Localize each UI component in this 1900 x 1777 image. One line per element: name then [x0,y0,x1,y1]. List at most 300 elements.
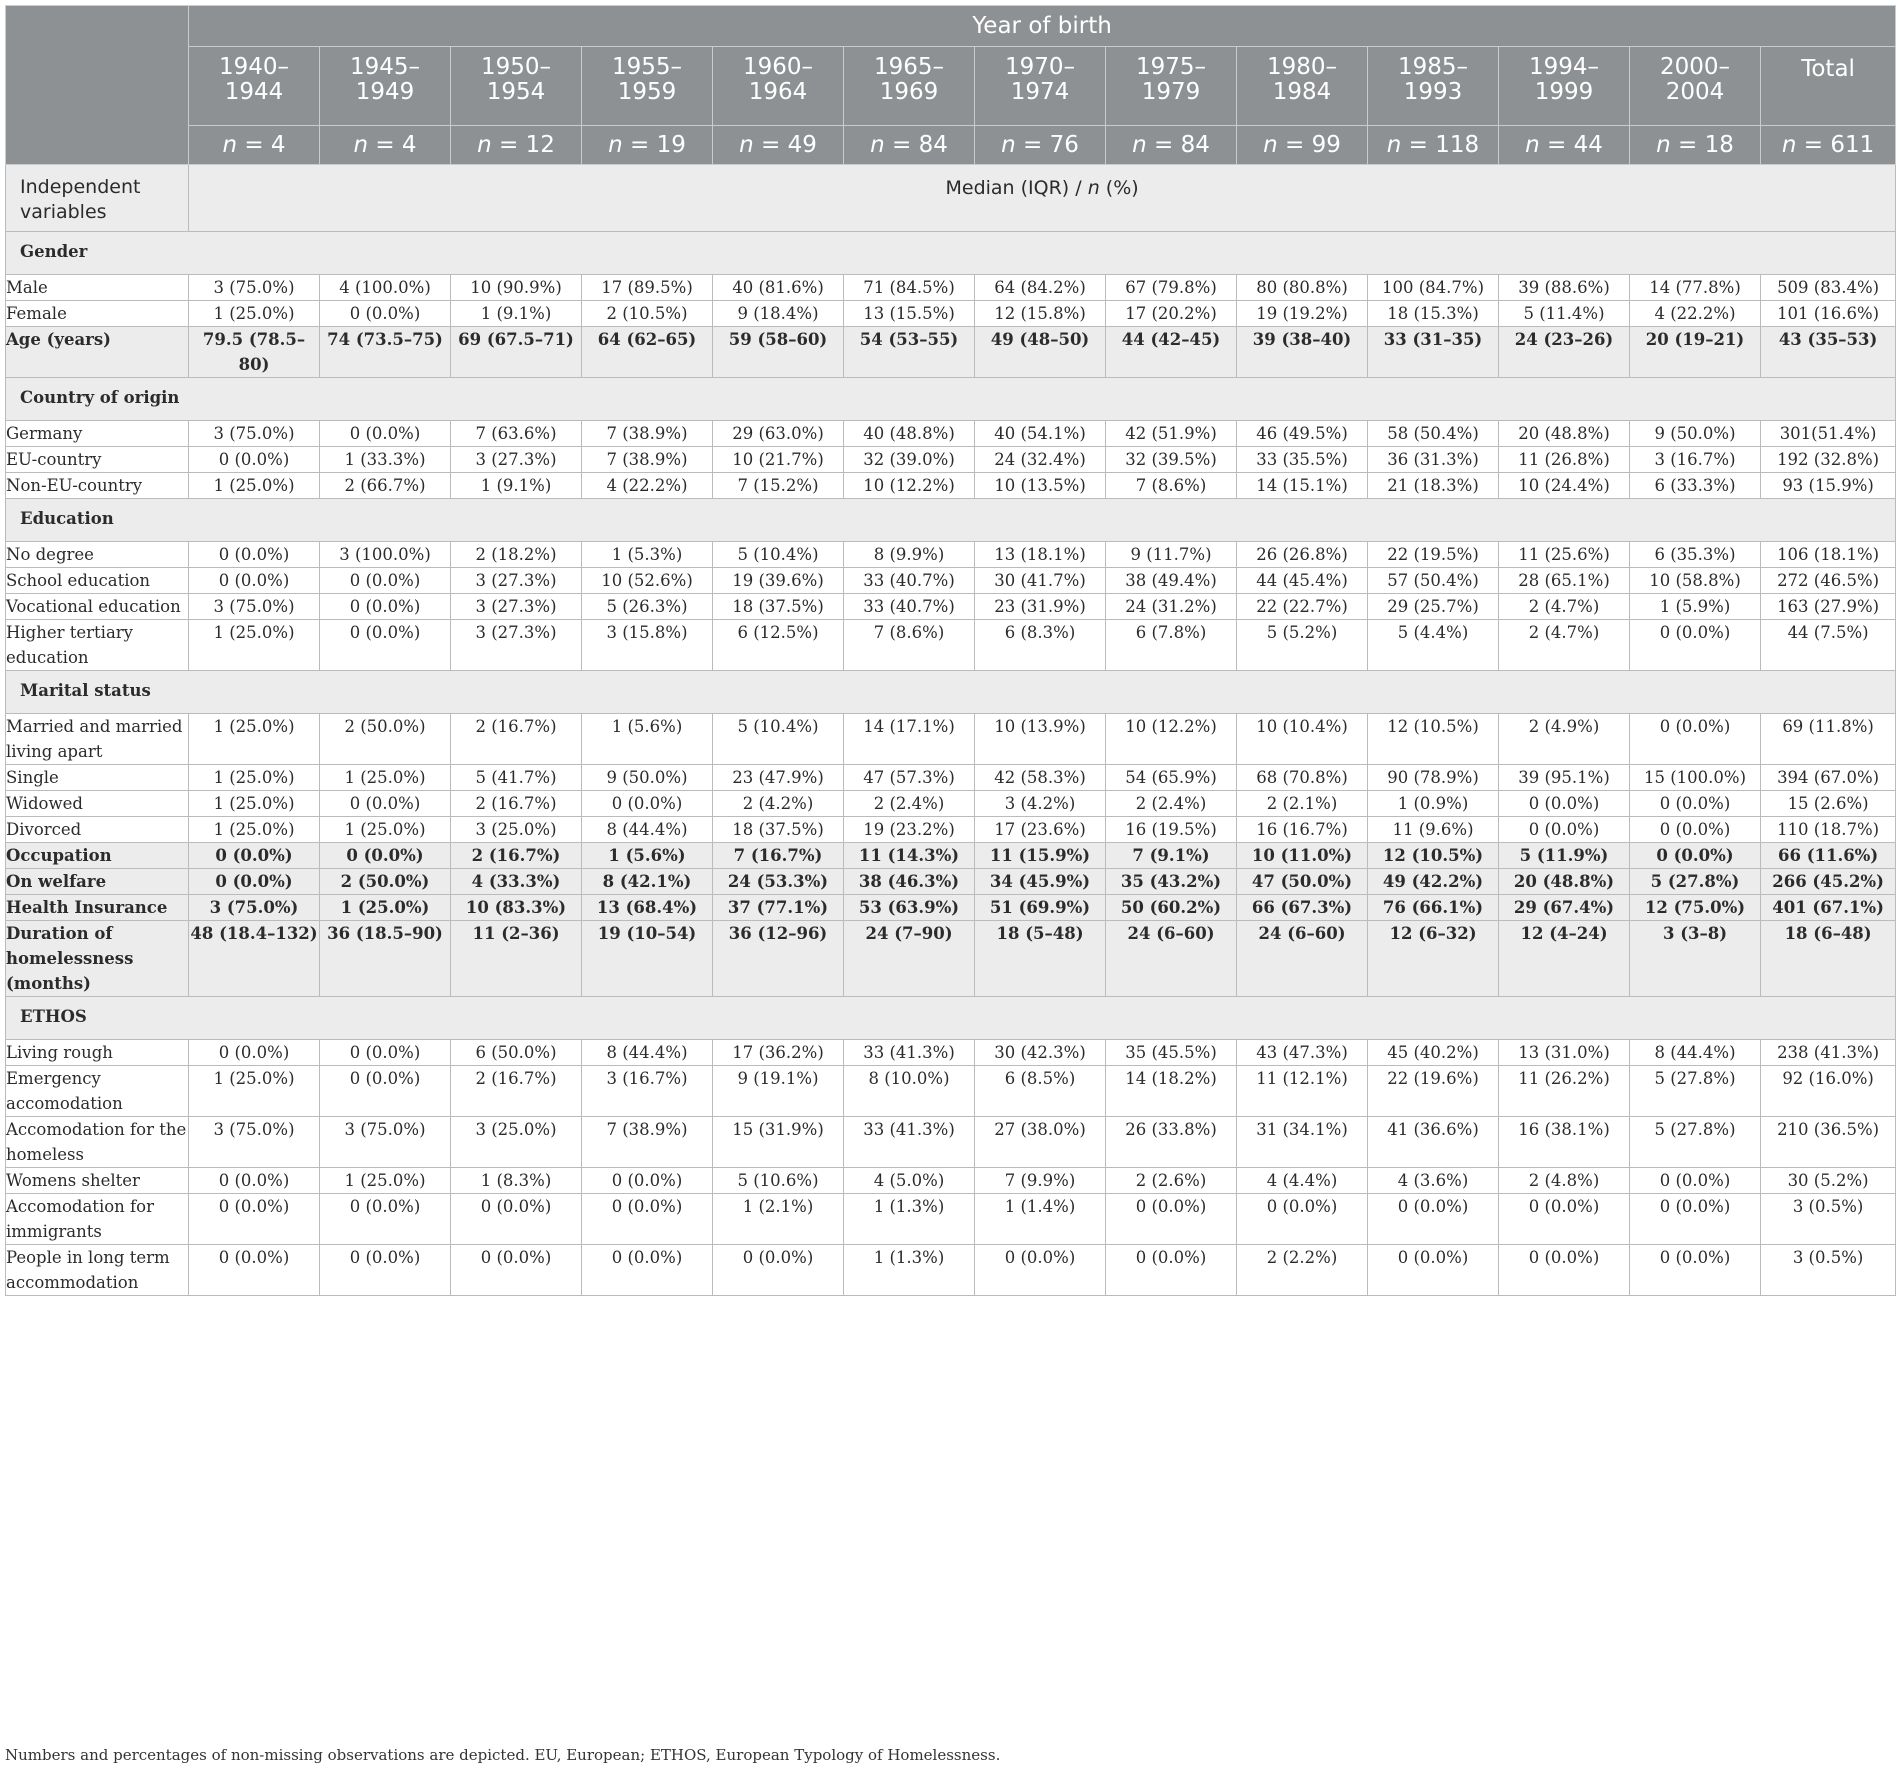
n-symbol: n [353,132,369,158]
table-cell: 4 (5.0%) [844,1168,975,1194]
table-cell: 6 (12.5%) [713,620,844,671]
row-label: Womens shelter [6,1168,189,1194]
year-range-header [1761,47,1896,126]
table-cell: 210 (36.5%) [1761,1117,1896,1168]
table-cell: 2 (10.5%) [582,301,713,327]
table-cell: 15 (31.9%) [713,1117,844,1168]
table-cell: 1 (9.1%) [451,473,582,499]
table-row [6,594,1896,620]
table-cell: 3 (27.3%) [451,568,582,594]
table-cell: 5 (27.8%) [1630,1066,1761,1117]
table-header [6,6,1896,165]
table-row [6,1168,1896,1194]
table-cell: 7 (38.9%) [582,1117,713,1168]
table-cell: 26 (33.8%) [1106,1117,1237,1168]
table-cell: 10 (11.0%) [1237,843,1368,869]
table-cell: 71 (84.5%) [844,275,975,301]
year-range-start: 1970– [1004,54,1076,80]
table-cell: 0 (0.0%) [1499,1194,1630,1245]
table-cell: 24 (6–60) [1237,921,1368,997]
table-cell: 66 (67.3%) [1237,895,1368,921]
table-cell: 1 (25.0%) [320,895,451,921]
table-cell: 2 (4.7%) [1499,594,1630,620]
table-cell: 12 (10.5%) [1368,714,1499,765]
table-cell: 2 (18.2%) [451,542,582,568]
row-label: Health Insurance [6,895,189,921]
table-cell: 6 (35.3%) [1630,542,1761,568]
table-cell: 11 (12.1%) [1237,1066,1368,1117]
year-range-start: Total [1801,56,1855,82]
table-cell: 0 (0.0%) [189,843,320,869]
year-of-birth-header: Year of birth [189,6,1896,47]
year-range-header [320,47,451,126]
table-cell: 24 (6–60) [1106,921,1237,997]
table-cell: 1 (25.0%) [189,301,320,327]
table-footnote: Numbers and percentages of non-missing observations are depicted. EU, European; ETHOS, European Typology of Homelessness. [5,1746,1001,1764]
table-cell: 11 (2–36) [451,921,582,997]
table-cell: 3 (27.3%) [451,620,582,671]
table-cell: 2 (2.1%) [1237,791,1368,817]
table-cell: 20 (19–21) [1630,327,1761,378]
sample-size-header [582,126,713,165]
table-cell: 20 (48.8%) [1499,421,1630,447]
table-cell: 22 (22.7%) [1237,594,1368,620]
table-row [6,275,1896,301]
table-cell: 18 (15.3%) [1368,301,1499,327]
year-range-header [1106,47,1237,126]
table-cell: 0 (0.0%) [1368,1194,1499,1245]
table-cell: 39 (38–40) [1237,327,1368,378]
table-cell: 29 (63.0%) [713,421,844,447]
table-cell: 10 (21.7%) [713,447,844,473]
n-symbol: n [1656,132,1671,158]
table-cell: 19 (23.2%) [844,817,975,843]
table-cell: 23 (47.9%) [713,765,844,791]
n-symbol: n [1781,132,1797,158]
table-cell: 3 (75.0%) [320,1117,451,1168]
n-value: 76 [1049,132,1079,158]
table-body [6,165,1896,1296]
table-cell: 4 (4.4%) [1237,1168,1368,1194]
table-cell: 22 (19.5%) [1368,542,1499,568]
table-cell: 6 (8.3%) [975,620,1106,671]
table-cell: 7 (9.9%) [975,1168,1106,1194]
table-cell: 8 (10.0%) [844,1066,975,1117]
table-cell: 36 (12–96) [713,921,844,997]
table-cell: 21 (18.3%) [1368,473,1499,499]
table-cell: 80 (80.8%) [1237,275,1368,301]
table-cell: 7 (16.7%) [713,843,844,869]
sample-size-header [189,126,320,165]
table-cell: 24 (31.2%) [1106,594,1237,620]
row-label: Higher tertiary education [6,620,189,671]
table-cell: 3 (0.5%) [1761,1194,1896,1245]
independent-variables-header: Independent variables [6,165,189,232]
n-symbol: n [1001,132,1016,158]
table-cell: 2 (2.2%) [1237,1245,1368,1296]
table-row [6,843,1896,869]
table-cell: 0 (0.0%) [320,1245,451,1296]
table-cell: 10 (24.4%) [1499,473,1630,499]
table-cell: 49 (42.2%) [1368,869,1499,895]
year-range-end: 1979 [1141,79,1201,105]
table-cell: 47 (50.0%) [1237,869,1368,895]
table-cell: 17 (23.6%) [975,817,1106,843]
table-cell: 192 (32.8%) [1761,447,1896,473]
header-corner [6,6,189,165]
n-equals: = [1401,132,1436,158]
table-cell: 24 (7–90) [844,921,975,997]
sample-size-header [844,126,975,165]
table-cell: 5 (11.4%) [1499,301,1630,327]
table-cell: 0 (0.0%) [1106,1194,1237,1245]
table-cell: 3 (3–8) [1630,921,1761,997]
table-cell: 0 (0.0%) [1630,620,1761,671]
n-value: 118 [1435,132,1480,158]
median-iqr-header [189,165,1896,232]
table-cell: 3 (75.0%) [189,895,320,921]
table-cell: 10 (58.8%) [1630,568,1761,594]
row-label: Vocational education [6,594,189,620]
table-cell: 100 (84.7%) [1368,275,1499,301]
table-cell: 79.5 (78.5–80) [189,327,320,378]
table-cell: 2 (4.2%) [713,791,844,817]
table-cell: 1 (9.1%) [451,301,582,327]
table-cell: 5 (26.3%) [582,594,713,620]
table-cell: 92 (16.0%) [1761,1066,1896,1117]
table-cell: 51 (69.9%) [975,895,1106,921]
table-cell: 14 (77.8%) [1630,275,1761,301]
table-cell: 10 (13.5%) [975,473,1106,499]
table-cell: 10 (12.2%) [1106,714,1237,765]
n-value: 44 [1573,132,1603,158]
table-cell: 11 (26.2%) [1499,1066,1630,1117]
table-cell: 59 (58–60) [713,327,844,378]
n-value: 49 [787,132,817,158]
n-symbol: n [608,132,623,158]
table-cell: 2 (16.7%) [451,714,582,765]
year-range-header [975,47,1106,126]
table-cell: 2 (50.0%) [320,714,451,765]
row-label: Accomodation for the homeless [6,1117,189,1168]
year-range-header [713,47,844,126]
row-label: Female [6,301,189,327]
table-cell: 301(51.4%) [1761,421,1896,447]
sample-size-header [1106,126,1237,165]
table-cell: 30 (5.2%) [1761,1168,1896,1194]
n-value: 84 [1180,132,1210,158]
table-cell: 0 (0.0%) [451,1194,582,1245]
table-cell: 1 (8.3%) [451,1168,582,1194]
table-cell: 101 (16.6%) [1761,301,1896,327]
year-range-start: 1945– [349,54,421,80]
table-cell: 27 (38.0%) [975,1117,1106,1168]
table-row [6,869,1896,895]
table-cell: 22 (19.6%) [1368,1066,1499,1117]
year-range-start: 1940– [218,54,290,80]
table-cell: 33 (40.7%) [844,568,975,594]
table-cell: 54 (65.9%) [1106,765,1237,791]
table-cell: 29 (25.7%) [1368,594,1499,620]
table-cell: 0 (0.0%) [320,421,451,447]
table-cell: 24 (53.3%) [713,869,844,895]
table-cell: 12 (15.8%) [975,301,1106,327]
year-range-start: 1985– [1397,54,1469,80]
table-cell: 10 (90.9%) [451,275,582,301]
year-range-start: 1994– [1528,54,1600,80]
table-cell: 0 (0.0%) [320,568,451,594]
table-cell: 26 (26.8%) [1237,542,1368,568]
table-cell: 4 (22.2%) [582,473,713,499]
table-cell: 14 (15.1%) [1237,473,1368,499]
table-cell: 0 (0.0%) [1630,714,1761,765]
table-cell: 1 (5.6%) [582,843,713,869]
table-cell: 45 (40.2%) [1368,1040,1499,1066]
table-cell: 33 (41.3%) [844,1117,975,1168]
year-range-header [1368,47,1499,126]
year-range-end: 1954 [486,79,546,105]
table-cell: 8 (44.4%) [1630,1040,1761,1066]
year-range-header [1237,47,1368,126]
table-cell: 6 (33.3%) [1630,473,1761,499]
n-symbol: n [1132,132,1147,158]
year-range-start: 1960– [742,54,814,80]
table-cell: 3 (16.7%) [582,1066,713,1117]
table-cell: 8 (9.9%) [844,542,975,568]
table-cell: 24 (23–26) [1499,327,1630,378]
table-cell: 0 (0.0%) [189,869,320,895]
table-cell: 68 (70.8%) [1237,765,1368,791]
year-range-end: 1974 [1010,79,1070,105]
table-cell: 58 (50.4%) [1368,421,1499,447]
table-cell: 106 (18.1%) [1761,542,1896,568]
table-cell: 18 (37.5%) [713,817,844,843]
table-cell: 1 (1.3%) [844,1245,975,1296]
section-header-row [6,378,1896,421]
n-symbol: n [1263,132,1278,158]
table-cell: 3 (75.0%) [189,275,320,301]
table-cell: 1 (25.0%) [189,765,320,791]
year-range-start: 1950– [480,54,552,80]
table-cell: 1 (25.0%) [189,714,320,765]
table-cell: 5 (27.8%) [1630,1117,1761,1168]
table-cell: 0 (0.0%) [189,1168,320,1194]
n-value: 99 [1311,132,1341,158]
table-cell: 36 (18.5–90) [320,921,451,997]
table-row [6,895,1896,921]
table-cell: 32 (39.0%) [844,447,975,473]
row-label: School education [6,568,189,594]
table-cell: 0 (0.0%) [713,1245,844,1296]
table-cell: 31 (34.1%) [1237,1117,1368,1168]
year-range-header [189,47,320,126]
n-value: 18 [1704,132,1734,158]
table-cell: 35 (43.2%) [1106,869,1237,895]
row-label: Emergency accomodation [6,1066,189,1117]
n-value: 19 [656,132,686,158]
n-equals: = [1015,132,1050,158]
row-label: On welfare [6,869,189,895]
table-cell: 0 (0.0%) [1630,1194,1761,1245]
table-row [6,620,1896,671]
table-cell: 38 (46.3%) [844,869,975,895]
row-label: EU-country [6,447,189,473]
table-cell: 16 (38.1%) [1499,1117,1630,1168]
row-label: Duration of homelessness (months) [6,921,189,997]
table-cell: 3 (75.0%) [189,421,320,447]
table-cell: 11 (9.6%) [1368,817,1499,843]
table-cell: 17 (36.2%) [713,1040,844,1066]
n-value: 4 [270,132,286,158]
year-range-header [582,47,713,126]
table-cell: 0 (0.0%) [1499,817,1630,843]
row-label: Single [6,765,189,791]
table-cell: 0 (0.0%) [1499,791,1630,817]
table-cell: 3 (27.3%) [451,447,582,473]
section-header-row [6,499,1896,542]
table-cell: 0 (0.0%) [582,1194,713,1245]
table-cell: 6 (7.8%) [1106,620,1237,671]
table-cell: 36 (31.3%) [1368,447,1499,473]
table-cell: 8 (44.4%) [582,1040,713,1066]
table-row [6,1117,1896,1168]
year-range-end: 1959 [617,79,677,105]
table-cell: 13 (15.5%) [844,301,975,327]
table-cell: 0 (0.0%) [320,594,451,620]
table-cell: 67 (79.8%) [1106,275,1237,301]
table-cell: 14 (18.2%) [1106,1066,1237,1117]
table-row [6,447,1896,473]
table-cell: 0 (0.0%) [1630,843,1761,869]
table-cell: 3 (4.2%) [975,791,1106,817]
table-cell: 69 (67.5–71) [451,327,582,378]
table-cell: 16 (19.5%) [1106,817,1237,843]
table-cell: 7 (8.6%) [1106,473,1237,499]
n-equals: = [1146,132,1181,158]
table-cell: 9 (19.1%) [713,1066,844,1117]
table-cell: 33 (35.5%) [1237,447,1368,473]
table-cell: 0 (0.0%) [320,620,451,671]
table-row [6,791,1896,817]
table-row [6,817,1896,843]
table-cell: 1 (2.1%) [713,1194,844,1245]
n-symbol: n [870,132,885,158]
table-cell: 12 (75.0%) [1630,895,1761,921]
table-cell: 12 (10.5%) [1368,843,1499,869]
table-cell: 44 (42–45) [1106,327,1237,378]
table-cell: 0 (0.0%) [189,1040,320,1066]
median-n: n [1087,177,1100,199]
table-cell: 18 (37.5%) [713,594,844,620]
table-cell: 5 (10.4%) [713,714,844,765]
table-cell: 1 (25.0%) [189,791,320,817]
table-cell: 15 (2.6%) [1761,791,1896,817]
sample-size-header [1630,126,1761,165]
table-cell: 30 (41.7%) [975,568,1106,594]
table-cell: 49 (48–50) [975,327,1106,378]
table-row [6,921,1896,997]
median-pct: (%) [1099,177,1139,199]
table-row [6,473,1896,499]
table-cell: 42 (58.3%) [975,765,1106,791]
row-label: Living rough [6,1040,189,1066]
table-cell: 10 (13.9%) [975,714,1106,765]
table-cell: 10 (10.4%) [1237,714,1368,765]
table-cell: 47 (57.3%) [844,765,975,791]
table-cell: 2 (4.7%) [1499,620,1630,671]
subheader-row [6,165,1896,232]
table-cell: 69 (11.8%) [1761,714,1896,765]
table-cell: 20 (48.8%) [1499,869,1630,895]
table-cell: 0 (0.0%) [1630,1245,1761,1296]
table-row [6,1245,1896,1296]
n-symbol: n [1386,132,1402,158]
table-cell: 272 (46.5%) [1761,568,1896,594]
table-cell: 76 (66.1%) [1368,895,1499,921]
table-cell: 2 (50.0%) [320,869,451,895]
table-cell: 11 (14.3%) [844,843,975,869]
table-cell: 5 (41.7%) [451,765,582,791]
table-cell: 5 (27.8%) [1630,869,1761,895]
table-cell: 3 (15.8%) [582,620,713,671]
table-cell: 1 (25.0%) [189,817,320,843]
year-range-header [1499,47,1630,126]
n-equals: = [1539,132,1574,158]
table-cell: 38 (49.4%) [1106,568,1237,594]
table-cell: 7 (9.1%) [1106,843,1237,869]
n-equals: = [491,132,526,158]
table-cell: 19 (10–54) [582,921,713,997]
table-cell: 64 (62–65) [582,327,713,378]
n-symbol: n [477,132,492,158]
table-cell: 12 (6–32) [1368,921,1499,997]
table-cell: 35 (45.5%) [1106,1040,1237,1066]
table-cell: 1 (0.9%) [1368,791,1499,817]
table-cell: 12 (4–24) [1499,921,1630,997]
table-cell: 90 (78.9%) [1368,765,1499,791]
year-range-end: 1984 [1272,79,1332,105]
table-cell: 37 (77.1%) [713,895,844,921]
table-cell: 46 (49.5%) [1237,421,1368,447]
table-cell: 17 (20.2%) [1106,301,1237,327]
table-cell: 0 (0.0%) [189,1245,320,1296]
n-equals: = [753,132,788,158]
sample-size-row [6,126,1896,165]
table-cell: 14 (17.1%) [844,714,975,765]
table-cell: 11 (15.9%) [975,843,1106,869]
table-cell: 7 (63.6%) [451,421,582,447]
year-range-end: 1944 [224,79,284,105]
table-cell: 9 (18.4%) [713,301,844,327]
table-cell: 93 (15.9%) [1761,473,1896,499]
table-cell: 1 (33.3%) [320,447,451,473]
table-cell: 44 (7.5%) [1761,620,1896,671]
table-cell: 64 (84.2%) [975,275,1106,301]
table-cell: 23 (31.9%) [975,594,1106,620]
table-cell: 1 (5.9%) [1630,594,1761,620]
sample-size-header [1237,126,1368,165]
table-cell: 6 (8.5%) [975,1066,1106,1117]
table-cell: 0 (0.0%) [320,1040,451,1066]
sample-size-header [1761,126,1896,165]
demographics-table [5,5,1896,1296]
table-cell: 3 (75.0%) [189,594,320,620]
table-cell: 0 (0.0%) [1237,1194,1368,1245]
table-row [6,1066,1896,1117]
n-symbol: n [739,132,754,158]
year-range-end: 2004 [1665,79,1725,105]
row-label: Married and married living apart [6,714,189,765]
